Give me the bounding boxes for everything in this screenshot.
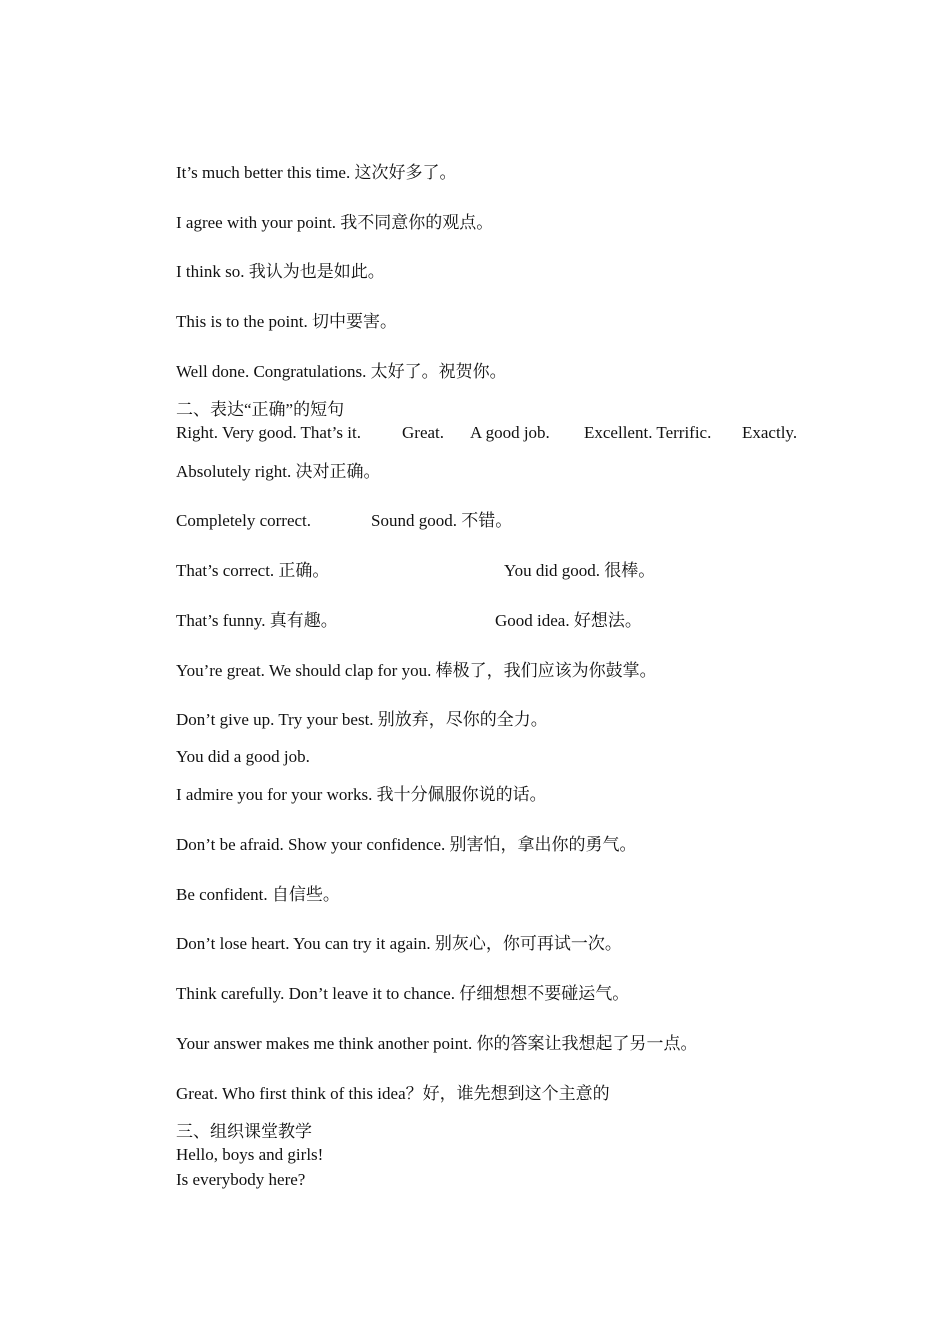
text-line: Your answer makes me think another point. 你的答案让我想起了另一点。 xyxy=(176,1034,698,1053)
phrase: Great. xyxy=(402,423,445,442)
text-line: This is to the point. 切中要害。 xyxy=(176,312,397,331)
text-line: I admire you for your works. 我十分佩服你说的话。 xyxy=(176,785,547,804)
phrase-row xyxy=(176,510,676,532)
section-heading: 二、表达“正确”的短句 xyxy=(176,400,345,419)
phrase: That’s funny. 真有趣。 xyxy=(176,611,338,630)
phrase: You did good. 很棒。 xyxy=(504,561,656,580)
phrase-row xyxy=(176,610,676,632)
phrase: Sound good. 不错。 xyxy=(371,511,513,530)
section-heading: 三、组织课堂教学 xyxy=(176,1122,312,1141)
phrase: That’s correct. 正确。 xyxy=(176,561,330,580)
phrase: Excellent. Terrific. xyxy=(584,423,712,442)
phrase: Completely correct. xyxy=(176,511,312,530)
phrase-row xyxy=(176,422,816,444)
phrase: Exactly. xyxy=(742,423,798,442)
text-line: Don’t lose heart. You can try it again. 别灰心，你可再试一次。 xyxy=(176,934,622,953)
text-line: Think carefully. Don’t leave it to chance. 仔细想想不要碰运气。 xyxy=(176,984,630,1003)
text-line: Don’t be afraid. Show your confidence. 别害怕，拿出你的勇气。 xyxy=(176,835,637,854)
phrase: Right. Very good. That’s it. xyxy=(176,423,361,442)
phrase: A good job. xyxy=(470,423,550,442)
phrase-row xyxy=(176,560,676,582)
text-line: You did a good job. xyxy=(176,747,310,766)
text-line: You’re great. We should clap for you. 棒极了，我们应该为你鼓掌。 xyxy=(176,661,657,680)
text-line: Well done. Congratulations. 太好了。祝贺你。 xyxy=(176,362,507,381)
text-line: Hello, boys and girls! xyxy=(176,1145,324,1164)
text-line: I think so. 我认为也是如此。 xyxy=(176,262,385,281)
phrase: Good idea. 好想法。 xyxy=(495,611,642,630)
text-line: Great. Who first think of this idea？好，谁先想到这个主意的 xyxy=(176,1084,610,1103)
text-line: Don’t give up. Try your best. 别放弃，尽你的全力。 xyxy=(176,710,548,729)
text-line: Be confident. 自信些。 xyxy=(176,885,340,904)
text-line: Is everybody here? xyxy=(176,1170,306,1189)
text-line: I agree with your point. 我不同意你的观点。 xyxy=(176,213,494,232)
text-line: It’s much better this time. 这次好多了。 xyxy=(176,163,457,182)
text-line: Absolutely right. 决对正确。 xyxy=(176,462,381,481)
